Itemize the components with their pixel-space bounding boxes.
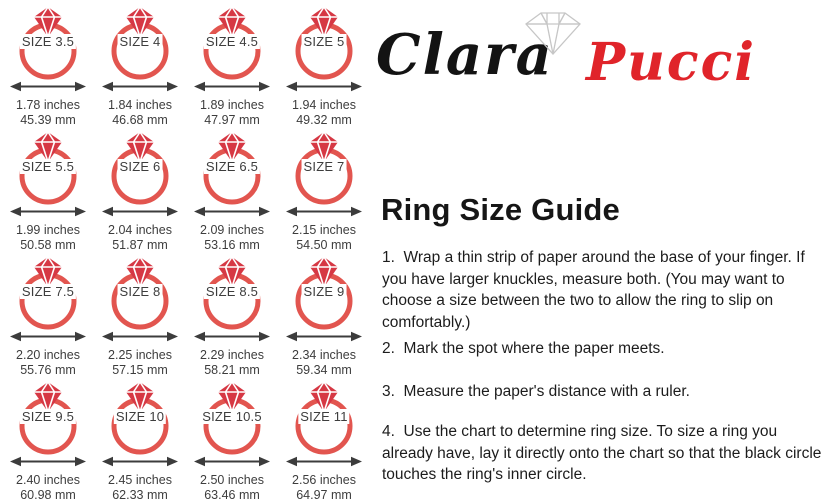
measurement-text bbox=[200, 473, 264, 502]
measurement-text bbox=[108, 223, 172, 252]
ring-icon bbox=[190, 381, 274, 455]
inches-value: 2.56 inches bbox=[292, 473, 356, 487]
gem-icon bbox=[34, 257, 62, 287]
gem-icon bbox=[126, 7, 154, 37]
mm-value: 53.16 mm bbox=[204, 237, 260, 252]
inches-value: 1.99 inches bbox=[16, 223, 80, 237]
ring-size-label: SIZE 11 bbox=[300, 409, 348, 424]
diameter-arrow-icon bbox=[286, 80, 362, 93]
measurement-text bbox=[292, 348, 356, 377]
gem-icon bbox=[126, 132, 154, 162]
ring-size-cell bbox=[278, 4, 370, 129]
diameter-arrow-icon bbox=[286, 330, 362, 343]
inches-value: 2.15 inches bbox=[292, 223, 356, 237]
ring-size-label: SIZE 7 bbox=[303, 159, 345, 174]
diameter-arrow-icon bbox=[10, 330, 86, 343]
diameter-arrow-icon bbox=[286, 455, 362, 468]
inches-value: 1.78 inches bbox=[16, 98, 80, 112]
ring-icon bbox=[282, 131, 366, 205]
ring-size-label: SIZE 4 bbox=[119, 34, 161, 49]
mm-value: 49.32 mm bbox=[296, 112, 352, 127]
gem-icon bbox=[310, 382, 338, 412]
ring-size-label: SIZE 6.5 bbox=[205, 159, 259, 174]
inches-value: 2.09 inches bbox=[200, 223, 264, 237]
measurement-text bbox=[292, 473, 356, 502]
instruction-step-4: 4. Use the chart to determine ring size. To size a ring you already have, lay it directly onto the chart so that the black circle touches the ring's inner circle. bbox=[382, 423, 826, 483]
mm-value: 50.58 mm bbox=[20, 237, 76, 252]
gem-icon bbox=[34, 7, 62, 37]
ring-icon bbox=[98, 6, 182, 80]
ring-icon bbox=[282, 6, 366, 80]
ring-size-cell bbox=[278, 254, 370, 379]
ring-size-cell bbox=[186, 254, 278, 379]
diameter-arrow-icon bbox=[194, 80, 270, 93]
ring-icon bbox=[282, 256, 366, 330]
mm-value: 54.50 mm bbox=[296, 237, 352, 252]
inches-value: 1.94 inches bbox=[292, 98, 356, 112]
ring-size-label: SIZE 9 bbox=[303, 284, 345, 299]
gem-icon bbox=[126, 382, 154, 412]
ring-size-cell bbox=[94, 4, 186, 129]
ring-size-cell bbox=[94, 254, 186, 379]
instruction-step-3: 3. Measure the paper's distance with a ruler. bbox=[382, 383, 690, 400]
ring-icon bbox=[6, 381, 90, 455]
brand-diamond-icon bbox=[514, 10, 592, 58]
ring-size-cell bbox=[186, 379, 278, 504]
diameter-arrow-icon bbox=[102, 330, 178, 343]
mm-value: 62.33 mm bbox=[112, 487, 168, 502]
ring-size-label: SIZE 8 bbox=[119, 284, 161, 299]
instruction-step-1: 1. Wrap a thin strip of paper around the base of your finger. If you have larger knuckles, measure both. (You may want to choose a size between the two to allow the ring to slip on comfortably.) bbox=[382, 249, 810, 331]
inches-value: 2.20 inches bbox=[16, 348, 80, 362]
inches-value: 2.45 inches bbox=[108, 473, 172, 487]
diameter-arrow-icon bbox=[286, 205, 362, 218]
measurement-text bbox=[16, 348, 80, 377]
diameter-arrow-icon bbox=[194, 205, 270, 218]
measurement-text bbox=[108, 348, 172, 377]
ring-size-cell bbox=[186, 129, 278, 254]
gem-icon bbox=[218, 257, 246, 287]
ring-size-label: SIZE 7.5 bbox=[21, 284, 75, 299]
measurement-text bbox=[108, 98, 172, 127]
ring-size-cell bbox=[278, 129, 370, 254]
ring-size-chart bbox=[2, 4, 370, 504]
ring-size-label: SIZE 3.5 bbox=[21, 34, 75, 49]
ring-size-cell bbox=[2, 379, 94, 504]
gem-icon bbox=[126, 257, 154, 287]
measurement-text bbox=[200, 223, 264, 252]
ring-size-cell bbox=[278, 379, 370, 504]
inches-value: 2.25 inches bbox=[108, 348, 172, 362]
gem-icon bbox=[310, 257, 338, 287]
measurement-text bbox=[292, 98, 356, 127]
gem-icon bbox=[34, 382, 62, 412]
gem-icon bbox=[310, 132, 338, 162]
ring-size-label: SIZE 5 bbox=[303, 34, 345, 49]
instruction-step-2: 2. Mark the spot where the paper meets. bbox=[382, 340, 665, 357]
measurement-text bbox=[108, 473, 172, 502]
measurement-text bbox=[16, 473, 80, 502]
gem-icon bbox=[34, 132, 62, 162]
mm-value: 64.97 mm bbox=[296, 487, 352, 502]
gem-icon bbox=[218, 132, 246, 162]
inches-value: 2.34 inches bbox=[292, 348, 356, 362]
inches-value: 2.29 inches bbox=[200, 348, 264, 362]
ring-icon bbox=[98, 131, 182, 205]
diameter-arrow-icon bbox=[10, 455, 86, 468]
diameter-arrow-icon bbox=[194, 330, 270, 343]
measurement-text bbox=[16, 98, 80, 127]
measurement-text bbox=[16, 223, 80, 252]
ring-icon bbox=[190, 256, 274, 330]
guide-panel bbox=[374, 0, 834, 501]
ring-size-cell bbox=[2, 4, 94, 129]
mm-value: 46.68 mm bbox=[112, 112, 168, 127]
mm-value: 45.39 mm bbox=[20, 112, 76, 127]
measurement-text bbox=[200, 348, 264, 377]
ring-icon bbox=[98, 381, 182, 455]
diameter-arrow-icon bbox=[194, 455, 270, 468]
inches-value: 1.89 inches bbox=[200, 98, 264, 112]
diameter-arrow-icon bbox=[102, 80, 178, 93]
inches-value: 2.04 inches bbox=[108, 223, 172, 237]
ring-size-label: SIZE 5.5 bbox=[21, 159, 75, 174]
diameter-arrow-icon bbox=[102, 205, 178, 218]
gem-icon bbox=[310, 7, 338, 37]
brand-name-clara: Clara bbox=[376, 22, 554, 88]
measurement-text bbox=[200, 98, 264, 127]
ring-icon bbox=[98, 256, 182, 330]
mm-value: 63.46 mm bbox=[204, 487, 260, 502]
ring-size-cell bbox=[94, 379, 186, 504]
ring-icon bbox=[6, 131, 90, 205]
ring-size-cell bbox=[2, 129, 94, 254]
ring-size-label: SIZE 10.5 bbox=[202, 409, 262, 424]
ring-size-label: SIZE 4.5 bbox=[205, 34, 259, 49]
mm-value: 58.21 mm bbox=[204, 362, 260, 377]
mm-value: 47.97 mm bbox=[204, 112, 260, 127]
ring-size-cell bbox=[2, 254, 94, 379]
brand-logo bbox=[374, 8, 794, 100]
ring-icon bbox=[190, 131, 274, 205]
mm-value: 55.76 mm bbox=[20, 362, 76, 377]
ring-size-label: SIZE 9.5 bbox=[21, 409, 75, 424]
ring-icon bbox=[6, 6, 90, 80]
ring-size-label: SIZE 10 bbox=[115, 409, 165, 424]
page-title: Ring Size Guide bbox=[381, 192, 620, 227]
inches-value: 1.84 inches bbox=[108, 98, 172, 112]
mm-value: 57.15 mm bbox=[112, 362, 168, 377]
inches-value: 2.50 inches bbox=[200, 473, 264, 487]
ring-size-cell bbox=[94, 129, 186, 254]
gem-icon bbox=[218, 7, 246, 37]
ring-size-cell bbox=[186, 4, 278, 129]
brand-name-pucci: Pucci bbox=[586, 32, 756, 93]
ring-icon bbox=[190, 6, 274, 80]
inches-value: 2.40 inches bbox=[16, 473, 80, 487]
mm-value: 51.87 mm bbox=[112, 237, 168, 252]
ring-size-label: SIZE 8.5 bbox=[205, 284, 259, 299]
ring-icon bbox=[6, 256, 90, 330]
mm-value: 59.34 mm bbox=[296, 362, 352, 377]
mm-value: 60.98 mm bbox=[20, 487, 76, 502]
measurement-text bbox=[292, 223, 356, 252]
ring-size-label: SIZE 6 bbox=[119, 159, 161, 174]
diameter-arrow-icon bbox=[10, 205, 86, 218]
gem-icon bbox=[218, 382, 246, 412]
diameter-arrow-icon bbox=[102, 455, 178, 468]
diameter-arrow-icon bbox=[10, 80, 86, 93]
ring-icon bbox=[282, 381, 366, 455]
